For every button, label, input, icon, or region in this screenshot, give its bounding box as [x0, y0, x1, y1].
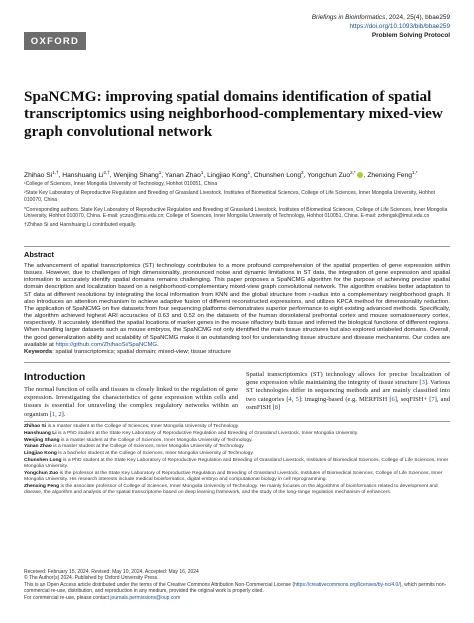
bio-text: is the professor at the State Key Laboratory of Reproductive Regulation and Breeding of Grassland Livestock, Institutes of Biomedical Sciences, College of Life Sciences, Inner Mongolia University. His research interests include medical bioinformatics, digital embryo and computational biology in cell reprogramming.	[24, 471, 443, 483]
code-link[interactable]: https://github.com/ZhihaoSi/SpaNCMG	[55, 341, 157, 348]
affiliations	[24, 181, 452, 231]
correspondence-note: *Corresponding authors. State Key Laboratory of Reproductive Regulation and Breeding of Grassland Livestock, Institutes of Biomedical Sciences, College of Life Sciences, Inner Mongolia University, Hohhot 010070, China. E-mail: yczuo@imu.edu.cn; College of Sciences, Inner Mongolia University of Technology, Hohhot 010051, China. E-mail: zxfengsk@imut.edu.cn	[24, 206, 448, 220]
bio-text: is a PhD student at the State Key Laboratory of Reproductive Regulation and Breeding of Grassland Livestock, Inner Mongolia University.	[56, 430, 359, 436]
oxford-logo: OXFORD	[24, 32, 86, 50]
bio-text: is a PhD student at the State Key Laboratory of Reproductive Regulation and Breeding of Grassland Livestock, Institutes of Biomedical Sciences, College of Life Sciences, Inner Mongolia University.	[24, 457, 449, 470]
intro-text: ], and osmFISH [	[246, 395, 450, 411]
author-affiliation-marker: 1	[247, 170, 251, 175]
author-list: Zhihao $Si^{1,\dagger}$, Hanshuang $Li^{2,\dagger}$, Wenjing Shang$^1$, Yanan Zhao$^1$, Lingjiao Kong$^1$, Chunshen Long$^2$, Yongchun Zuo$^{2,*}$ , Zhenxing Feng$^{1,*}$	[24, 170, 418, 180]
intro-text: Spatial transcriptomics (ST) technology allows for precise localization of gene expression while maintaining the integrity of tissue structure [	[246, 371, 450, 387]
bio-text: is a master student at the College of Sciences, Inner Mongolia University of Technology.	[59, 437, 253, 443]
license-text: This is an Open Access article distributed under the terms of the Creative Commons Attribution Non-Commercial License (	[24, 581, 295, 588]
keywords	[24, 349, 450, 356]
citation-link[interactable]: 7	[431, 395, 435, 403]
author-affiliation-marker: 2,*	[350, 170, 356, 175]
bio-name: Zhenxing Feng	[24, 484, 60, 490]
divider	[24, 362, 450, 363]
bio-text: is a master student at the College of Sciences, Inner Mongolia University of Technology.	[46, 424, 240, 429]
intro-text: ]: imaging-based (e.g. MERFISH [	[298, 395, 392, 403]
author-affiliation-marker: 1	[158, 170, 162, 175]
introduction-heading: Introduction	[24, 371, 86, 383]
divider	[24, 421, 450, 422]
author-affiliation-marker: 1	[200, 170, 204, 175]
bio-text: is a bachelor student at the College of Sciences, Inner Mongolia University of Technology.	[56, 451, 254, 457]
author-bios	[24, 424, 452, 497]
author-bio	[24, 424, 452, 430]
bio-name: Yanan Zhao	[24, 444, 52, 450]
introduction-right-column	[246, 371, 450, 412]
intro-text: ]	[277, 403, 281, 411]
permissions-email-link[interactable]: journals.permissions@oup.com	[110, 594, 181, 601]
bio-name: Chunshen Long	[24, 457, 62, 463]
author-bio	[24, 438, 452, 444]
journal-issue: , 2024, 25(4), bbae259	[385, 14, 450, 21]
bio-name: Lingjiao Kong	[24, 451, 57, 457]
abstract-text	[24, 263, 450, 349]
author-name[interactable]: Wenjing Shang	[113, 172, 159, 180]
keywords-label: Keywords	[24, 349, 53, 355]
author-bio	[24, 451, 452, 457]
citation-link[interactable]: 1	[51, 410, 56, 418]
license-link[interactable]: https://creativecommons.org/licenses/by-nc/4.0/	[294, 581, 400, 588]
author-bio	[24, 431, 452, 437]
bio-name: Yongchun Zuo	[24, 471, 59, 477]
author-bio	[24, 471, 452, 484]
commercial-note	[24, 595, 452, 601]
license-text: ), which permits non-commercial re-use, distribution, and reproduction in any medium, provided the original work is properly cited.	[24, 581, 447, 595]
equal-contribution-note: †Zhihao Si and Hanshuang Li contributed equally.	[24, 222, 137, 229]
commercial-text: For commercial re-use, please contact	[24, 594, 111, 601]
bio-name: Zhihao Si	[24, 424, 47, 429]
abstract-heading: Abstract	[24, 250, 54, 259]
citation-link[interactable]: 2	[58, 410, 62, 418]
author-affiliation-marker: 1,*	[411, 170, 418, 175]
intro-text: ]. Various ST technologies differ in sequencing methods and are mainly classified into two categories [	[246, 379, 450, 403]
author-affiliation-marker: 2	[301, 170, 304, 175]
author-bio	[24, 484, 452, 497]
author-affiliation-marker: 1,†	[52, 170, 59, 175]
citation-link[interactable]: 5	[295, 395, 299, 403]
copyright: © The Author(s) 2024. Published by Oxford University Press.	[24, 575, 159, 582]
citation-link[interactable]: 8	[274, 403, 278, 411]
intro-text: ,	[55, 410, 59, 418]
author-name[interactable]: Lingjiao Kong	[207, 172, 248, 180]
received-dates: Received: February 15, 2024. Revised: May 10, 2024. Accepted: May 16, 2024	[24, 569, 199, 575]
divider	[24, 246, 450, 247]
intro-text: ,	[291, 395, 296, 403]
author-name[interactable]: Hanshuang Li	[62, 172, 104, 180]
keywords-text: : spatial transcriptomics; spatial domain; mixed-view; tissue structure	[52, 349, 231, 355]
author-bio	[24, 458, 452, 471]
intro-text: ], seqFISH+ [	[394, 395, 432, 403]
author-name[interactable]: Yongchun Zuo	[307, 172, 351, 180]
publication-info	[24, 569, 452, 601]
citation-link[interactable]: 4	[288, 395, 292, 403]
paper-title: SpaNCMG: improving spatial domains identification of spatial transcriptomics using neighborhood-complementary mixed-view graph convolutional network	[24, 88, 443, 140]
introduction-left-column	[24, 386, 238, 419]
intro-text: The normal function of cells and tissues is closely linked to the regulation of gene expression. Investigating the characteristics of gene expression within cells and tissues is essential for unraveling the complex regulatory networks within an organism [	[24, 386, 238, 418]
author-name[interactable]: Zhihao Si	[24, 172, 53, 180]
citation-link[interactable]: 3	[421, 379, 425, 387]
article-type: Problem Solving Protocol	[371, 32, 450, 39]
doi-link[interactable]: https://doi.org/10.1093/bib/bbae259	[349, 23, 450, 30]
affiliation-1: ¹College of Sciences, Inner Mongolia University of Technology, Hohhot 010051, China	[24, 181, 218, 187]
author-affiliation-marker: 2,†	[103, 170, 110, 175]
bio-text: is a master student at the College of Sciences, Inner Mongolia University of Technology.	[51, 444, 245, 450]
author-name[interactable]: Zhenxing Feng	[367, 172, 412, 180]
citation-link[interactable]: 6	[391, 395, 395, 403]
intro-text: ].	[61, 410, 66, 418]
author-name[interactable]: Yanan Zhao	[164, 172, 201, 180]
journal-name[interactable]: Briefings in Bioinformatics	[311, 14, 386, 21]
author-name[interactable]: Chunshen Long	[253, 172, 302, 180]
bio-text: is the associate professor of College of Sciences, Inner Mongolia University of Technology. He mainly focuses on the algorithms of bioinformatics related to development and disease, the algorithm and analysis of the spatial transcriptome based on deep learning framework, and the study of the long-range regulation mechanism of enhancers.	[24, 484, 438, 496]
author-bio	[24, 444, 452, 450]
bio-name: Hanshuang Li	[24, 430, 57, 436]
abstract-end: .	[156, 341, 159, 348]
license-note	[24, 582, 452, 595]
abstract-body-text: The advancement of spatial transcriptomics (ST) technology contributes to a more profound comprehension of the spatial properties of gene expression within tissues. However, due to challenges of high dimensionality, pronounced noise and dynamic limitations in ST data, the integration of gene expression and spatial information to accurately identify spatial domains remains challenging. This paper proposes a SpaNCMG algorithm for the purpose of achieving precise spatial domain description and localization based on a neighborhood-complementary mixed-view graph convolutional network. The algorithm enables better adaptation to ST data at different resolutions by integrating the local information from KNN and the global structure from r-radius into a complementary neighborhood graph. It also introduces an attention mechanism to achieve adaptive fusion of different reconstructed expressions, and utilizes KPCA method for dimensionality reduction. The application of SpaNCMG on five datasets from four sequencing platforms demonstrates superior performance to eight existing advanced methods. Specifically, the algorithm achieved highest ARI accuracies of 0.63 and 0.52 on the datasets of the human dorsolateral prefrontal cortex and mouse somatosensory cortex, respectively. It accurately identified the spatial locations of marker genes in the mouse olfactory bulb tissue and inferred the biological functions of different regions. When handling larger datasets such as mouse embryos, the SpaNCMG not only identified the main tissue structures but also explored unlabeled domains. Overall, the good generalization ability and scalability of SpaNCMG make it an outstanding tool for understanding tissue structure and disease mechanisms. Our codes are available at	[24, 263, 450, 348]
affiliation-2: ²State Key Laboratory of Reproductive Regulation and Breeding of Grassland Livestock, Institutes of Biomedical Sciences, College of Life Sciences, Inner Mongolia University, Hohhot 010070, China	[24, 189, 436, 203]
bio-name: Wenjing Shang	[24, 437, 60, 443]
journal-meta	[190, 13, 450, 40]
orcid-icon[interactable]	[357, 172, 363, 178]
